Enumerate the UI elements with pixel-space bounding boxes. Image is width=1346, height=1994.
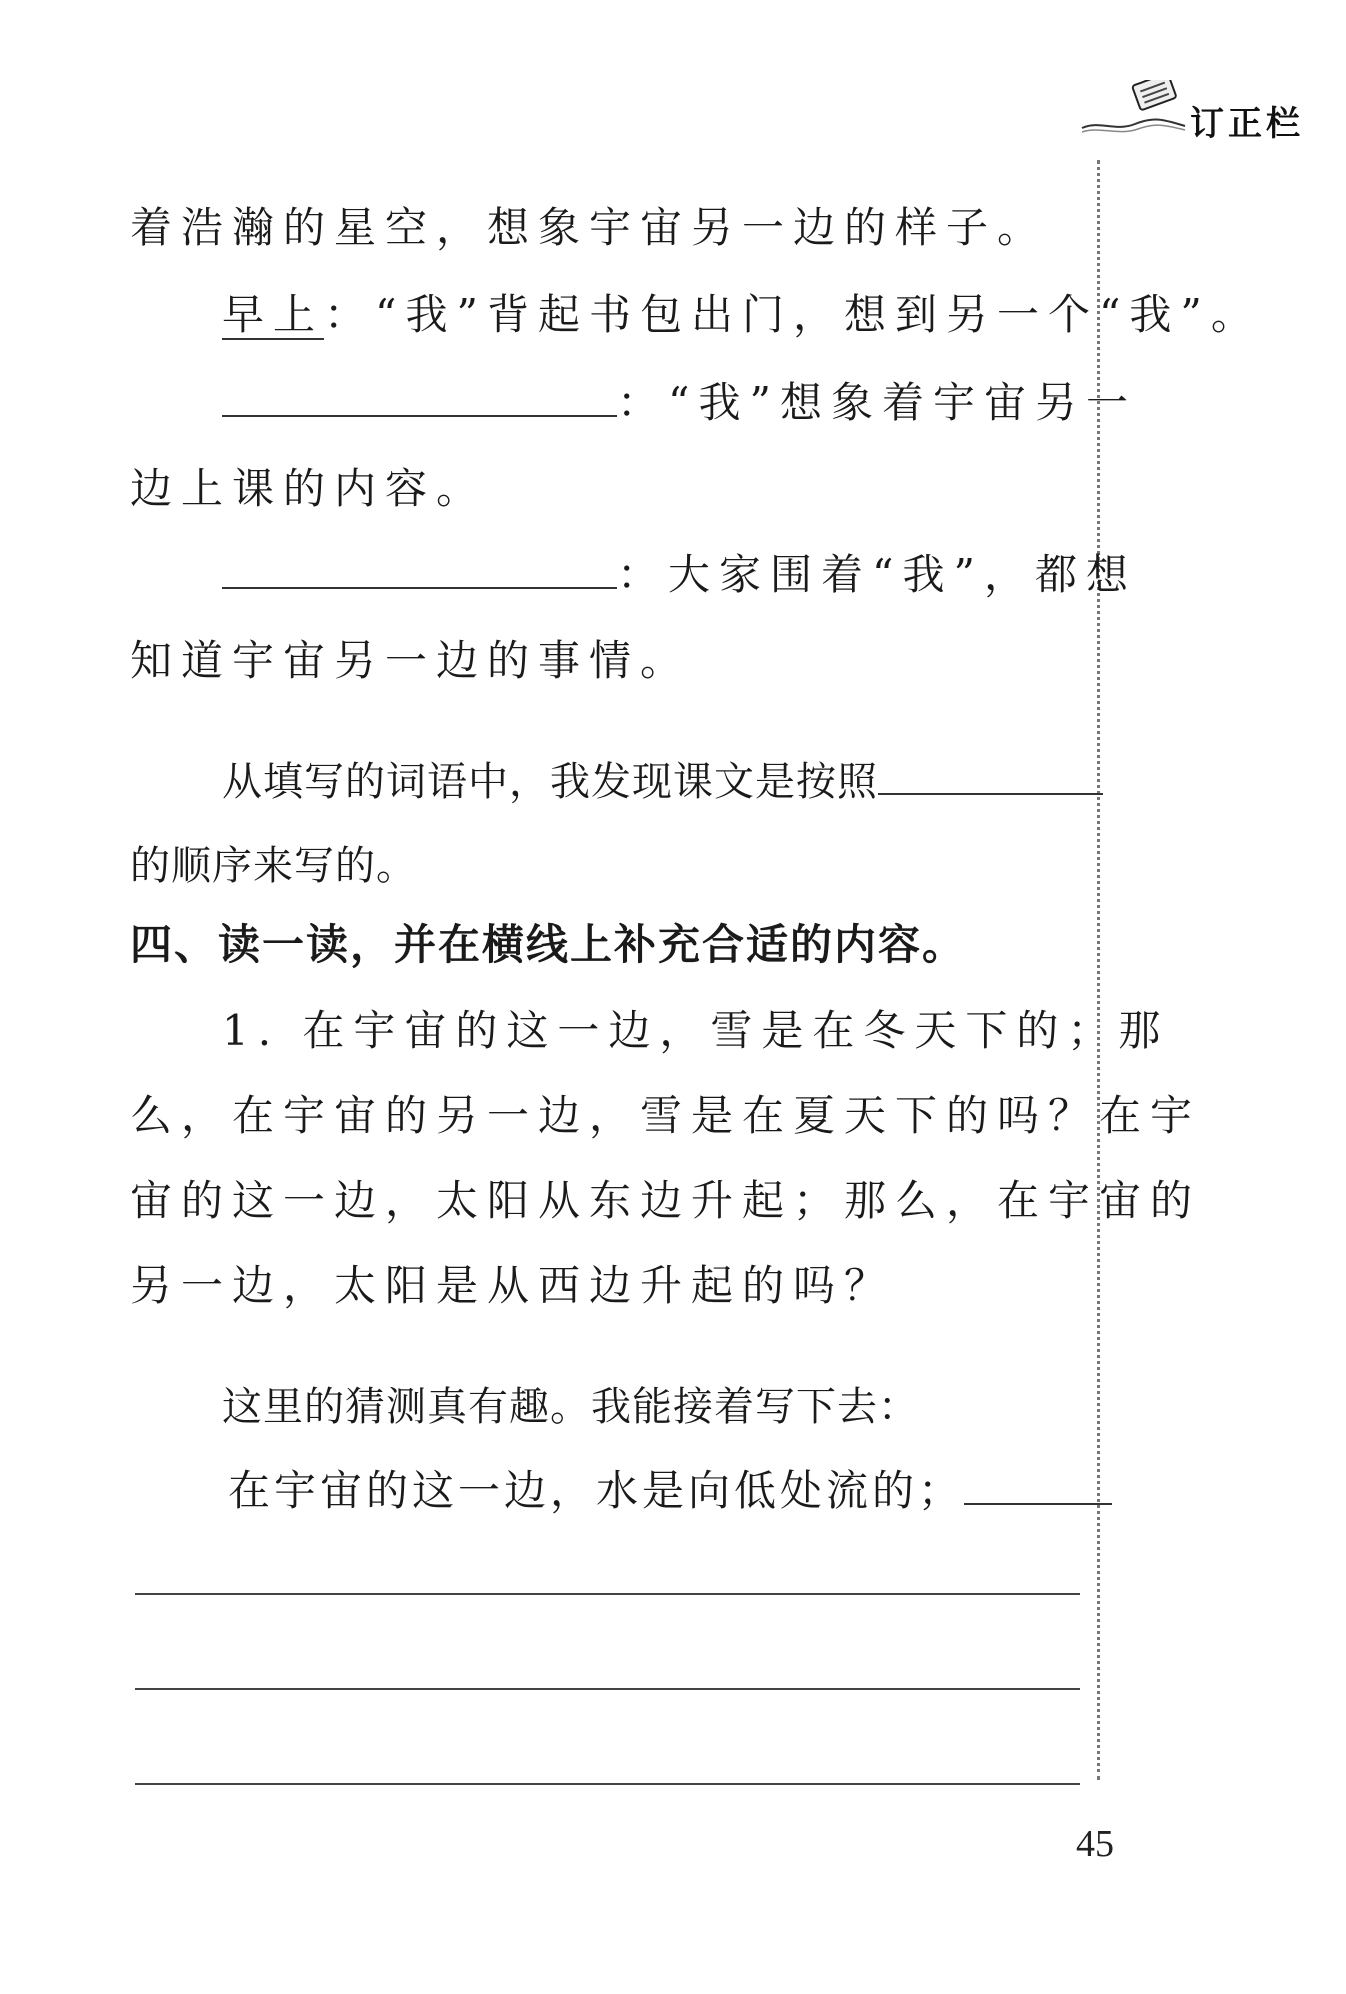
text-line-continue bbox=[228, 1458, 1178, 1518]
answer-blank-continue[interactable] bbox=[964, 1459, 1112, 1505]
text-line: 么，在宇宙的另一边，雪是在夏天下的吗？在宇 bbox=[130, 1091, 1202, 1140]
text-line: 1. 在宇宙的这一边，雪是在冬天下的；那 bbox=[222, 1006, 1170, 1055]
text-line: 宙的这一边，太阳从东边升起；那么，在宇宙的 bbox=[130, 1176, 1202, 1225]
writing-line-3[interactable] bbox=[135, 1783, 1080, 1785]
writing-line-2[interactable] bbox=[135, 1688, 1080, 1690]
text-line: 边上课的内容。 bbox=[130, 464, 488, 513]
text-line-blank2 bbox=[222, 542, 1172, 602]
text-line-morning bbox=[222, 282, 1262, 342]
correction-column-header bbox=[1080, 80, 1330, 160]
page-number: 45 bbox=[1076, 1823, 1114, 1865]
text-line-discover bbox=[222, 750, 1172, 807]
text-line-blank1 bbox=[222, 370, 1172, 430]
text-blank1: ：“我”想象着宇宙另一 bbox=[617, 378, 1137, 427]
text-line: 这里的猜测真有趣。我能接着写下去： bbox=[222, 1384, 919, 1430]
pencil-eraser-icon bbox=[1080, 80, 1190, 140]
text-continue: 在宇宙的这一边，水是向低处流的； bbox=[228, 1466, 965, 1515]
text-line: 另一边，太阳是从西边升起的吗？ bbox=[130, 1261, 896, 1310]
answer-blank-2[interactable] bbox=[222, 543, 617, 589]
text-line: 着浩瀚的星空，想象宇宙另一边的样子。 bbox=[130, 203, 1049, 252]
text-morning: ：“我”背起书包出门，想到另一个“我”。 bbox=[324, 290, 1262, 339]
filled-answer-morning: 早上 bbox=[222, 290, 325, 339]
text-blank2: ：大家围着“我”，都想 bbox=[617, 550, 1137, 599]
writing-line-1[interactable] bbox=[135, 1593, 1080, 1595]
text-discover: 从填写的词语中，我发现课文是按照 bbox=[222, 759, 878, 805]
text-line: 知道宇宙另一边的事情。 bbox=[130, 636, 692, 685]
answer-blank-1[interactable] bbox=[222, 371, 617, 417]
text-line: 的顺序来写的。 bbox=[130, 843, 417, 889]
answer-blank-order[interactable] bbox=[878, 753, 1103, 795]
section-heading: 四、读一读，并在横线上补充合适的内容。 bbox=[130, 920, 967, 969]
correction-column-title: 订正栏 bbox=[1190, 104, 1304, 144]
